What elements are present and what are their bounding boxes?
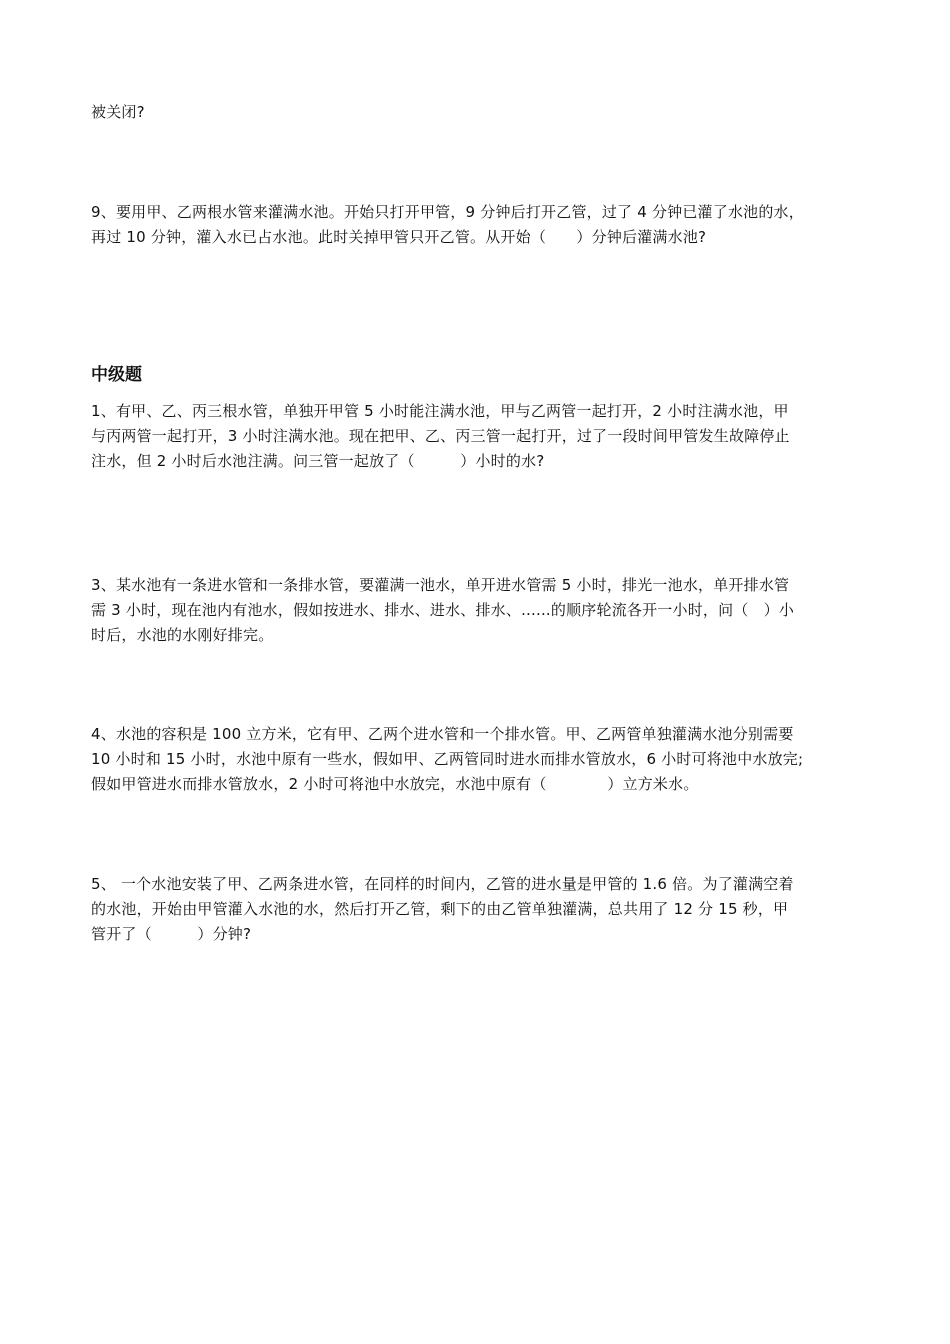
question-9-line-1: 9、要用甲、乙两根水管来灌满水池。开始只打开甲管，9 分钟后打开乙管，过了 4 分钟已灌了水池的水， [91, 203, 804, 221]
question-5-line-3: 管开了（ ）分钟? [91, 925, 252, 943]
question-5-line-1: 5、 一个水池安装了甲、乙两条进水管，在同样的时间内，乙管的进水量是甲管的 1.6 倍。为了灌满空着 [91, 875, 794, 893]
question-4-line-1: 4、水池的容积是 100 立方米，它有甲、乙两个进水管和一个排水管。甲、乙两管单独灌满水池分别需要 [91, 725, 794, 743]
question-3-line-3: 时后，水池的水刚好排完。 [91, 626, 274, 644]
continuation-text [91, 100, 866, 125]
section-heading: 中级题 [91, 365, 142, 385]
question-4-line-3: 假如甲管进水而排水管放水，2 小时可将池中水放完，水池中原有（ ）立方米水。 [91, 775, 699, 793]
question-5-line-2: 的水池，开始由甲管灌入水池的水，然后打开乙管，剩下的由乙管单独灌满，总共用了 12 分 15 秒，甲 [91, 900, 789, 918]
question-1-line-1: 1、有甲、乙、丙三根水管，单独开甲管 5 小时能注满水池，甲与乙两管一起打开，2 小时注满水池，甲 [91, 402, 789, 420]
continuation-line: 被关闭? [91, 103, 145, 121]
question-5 [91, 872, 866, 947]
question-1-line-3: 注水，但 2 小时后水池注满。问三管一起放了（ ）小时的水? [91, 452, 545, 470]
question-1 [91, 399, 866, 474]
question-4-line-2: 10 小时和 15 小时，水池中原有一些水，假如甲、乙两管同时进水而排水管放水，6 小时可将池中水放完; [91, 750, 804, 768]
question-4 [91, 722, 866, 797]
question-3-line-1: 3、某水池有一条进水管和一条排水管，要灌满一池水，单开进水管需 5 小时，排光一池水，单开排水管 [91, 576, 790, 594]
question-3 [91, 573, 866, 648]
question-1-line-2: 与丙两管一起打开，3 小时注满水池。现在把甲、乙、丙三管一起打开，过了一段时间甲管发生故障停止 [91, 427, 790, 445]
question-9-line-2: 再过 10 分钟，灌入水已占水池。此时关掉甲管只开乙管。从开始（ ）分钟后灌满水池? [91, 228, 707, 246]
question-9 [91, 200, 866, 250]
question-3-line-2: 需 3 小时，现在池内有池水，假如按进水、排水、进水、排水、......的顺序轮流各开一小时，问（ ）小 [91, 601, 795, 619]
